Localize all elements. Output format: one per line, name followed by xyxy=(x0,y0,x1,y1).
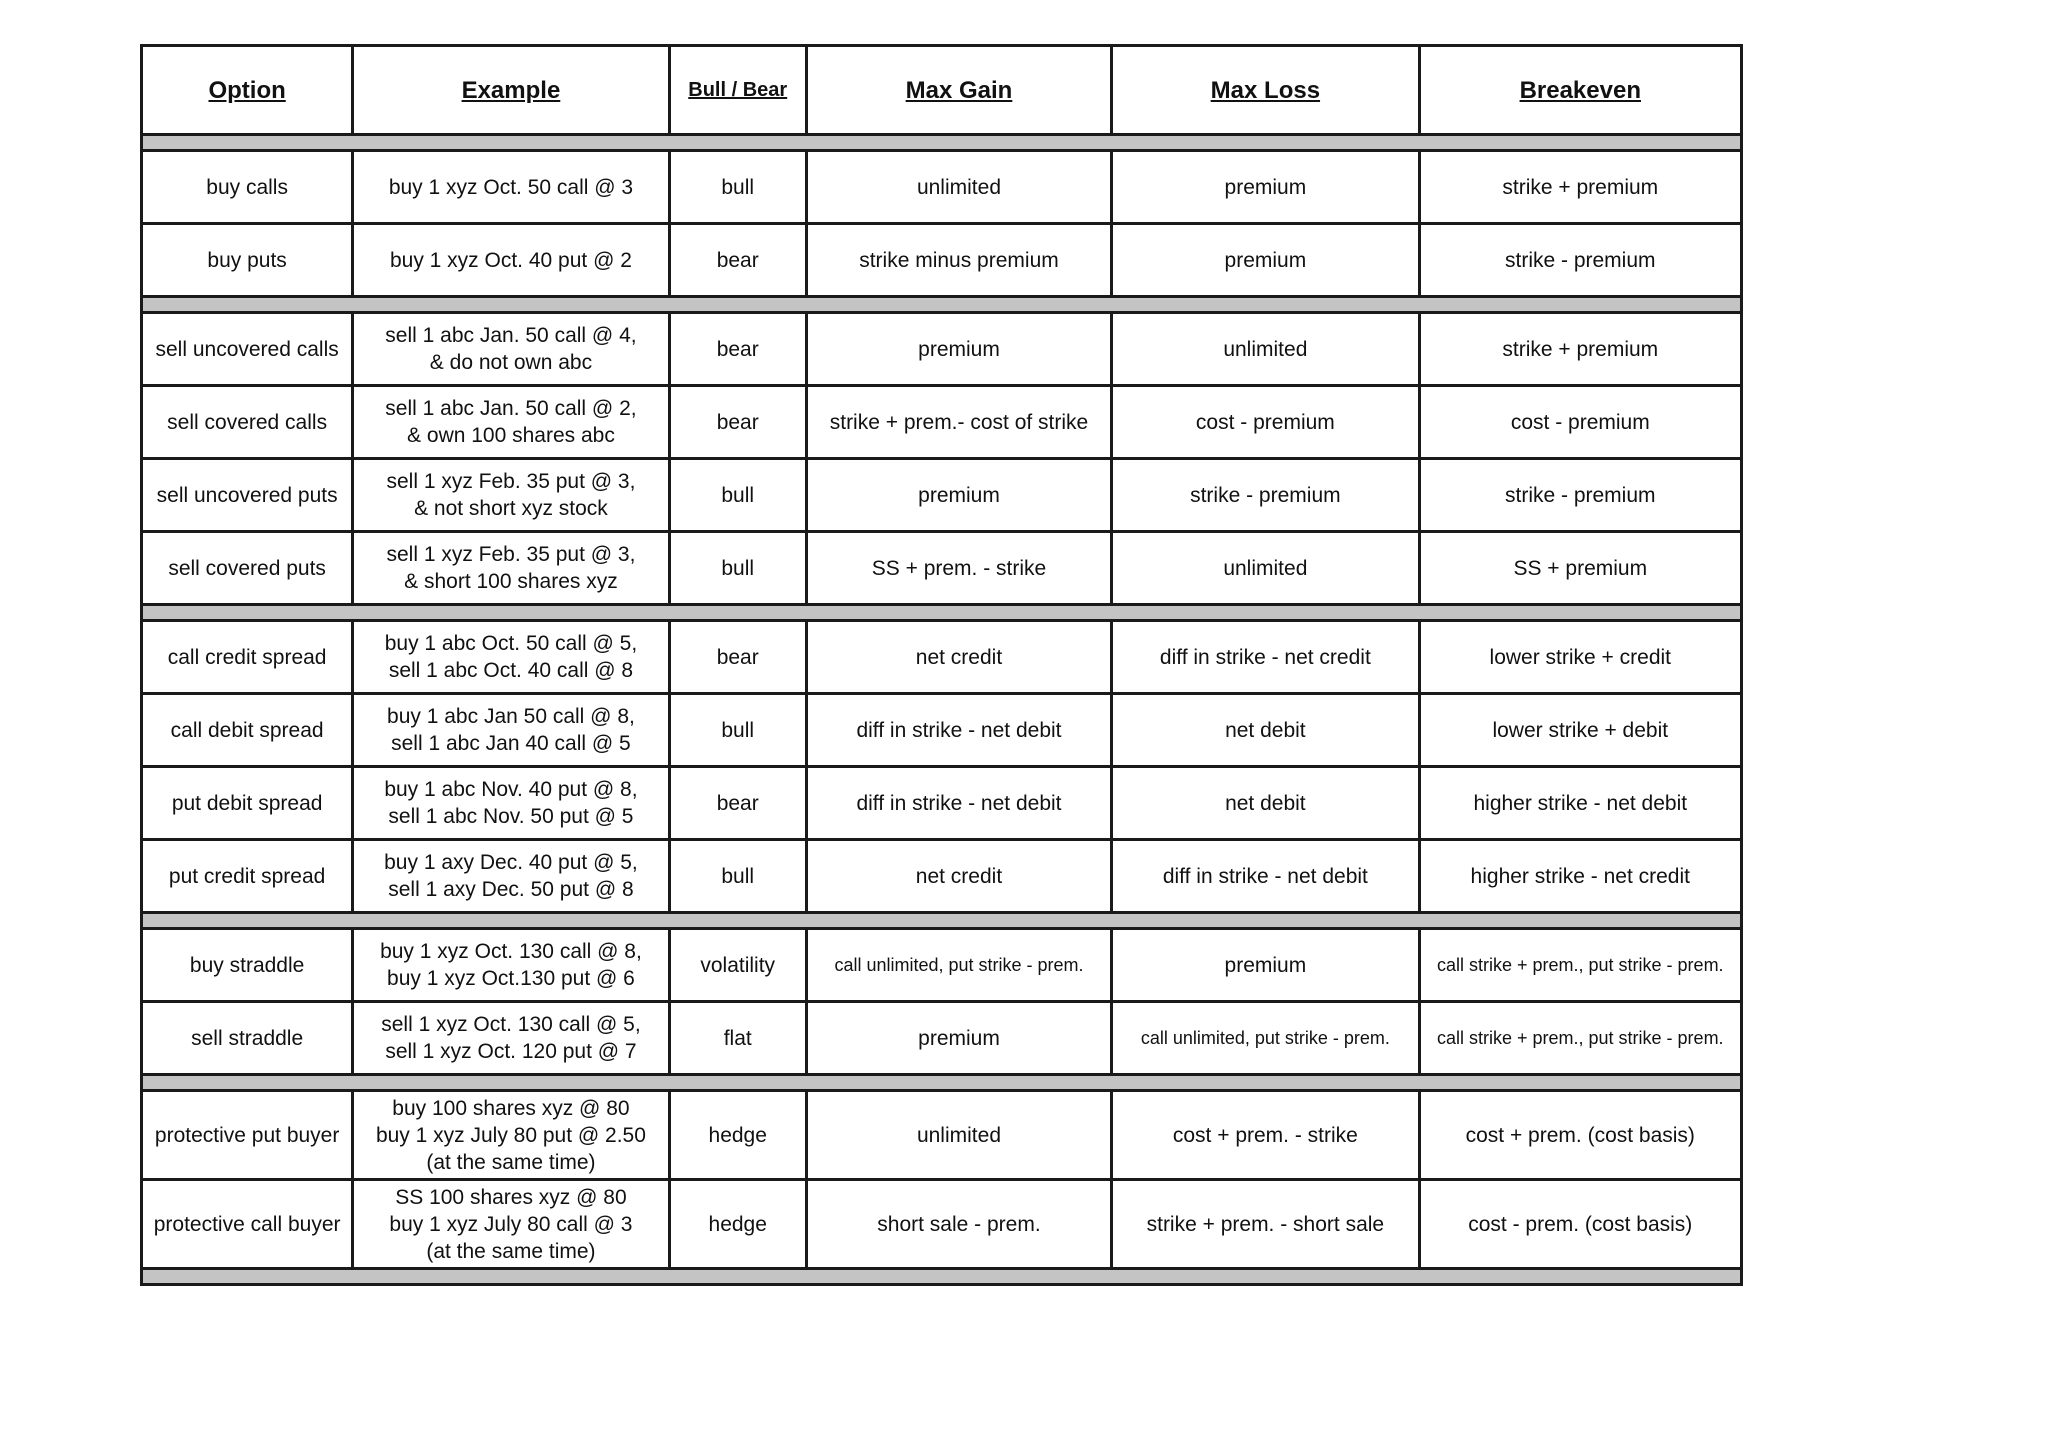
example-line: buy 1 xyz Oct. 50 call @ 3 xyxy=(388,175,634,199)
example-line: buy 1 abc Oct. 50 call @ 5, xyxy=(384,632,638,655)
cell-option: protective call buyer xyxy=(142,1180,353,1269)
cell-example xyxy=(353,224,669,297)
example-line: & not short xyz stock xyxy=(414,497,608,520)
cell-max-loss: unlimited xyxy=(1112,313,1419,386)
cell-max-loss: premium xyxy=(1112,224,1419,297)
example-line: buy 1 xyz Oct. 40 put @ 2 xyxy=(389,248,632,272)
cell-bull-bear: bear xyxy=(669,621,806,694)
cell-max-loss: strike + prem. - short sale xyxy=(1112,1180,1419,1269)
cell-max-gain: diff in strike - net debit xyxy=(806,767,1111,840)
cell-example xyxy=(353,694,669,767)
example-line: (at the same time) xyxy=(426,1150,596,1174)
cell-bull-bear: bull xyxy=(669,459,806,532)
example-line: SS 100 shares xyz @ 80 xyxy=(395,1185,627,1209)
cell-option: sell covered calls xyxy=(142,386,353,459)
table-row xyxy=(142,767,1742,840)
cell-max-gain: net credit xyxy=(806,840,1111,913)
group-separator xyxy=(142,605,1742,621)
cell-option: sell straddle xyxy=(142,1002,353,1075)
cell-max-loss: diff in strike - net debit xyxy=(1112,840,1419,913)
example-line: buy 100 shares xyz @ 80 xyxy=(392,1096,630,1120)
cell-breakeven: call strike + prem., put strike - prem. xyxy=(1419,929,1741,1002)
cell-max-gain: premium xyxy=(806,459,1111,532)
cell-example xyxy=(353,621,669,694)
cell-example xyxy=(353,532,669,605)
cell-bull-bear: bear xyxy=(669,767,806,840)
cell-option: buy calls xyxy=(142,151,353,224)
cell-max-loss: net debit xyxy=(1112,767,1419,840)
cell-max-gain: unlimited xyxy=(806,151,1111,224)
cell-example xyxy=(353,929,669,1002)
cell-option: call debit spread xyxy=(142,694,353,767)
cell-bull-bear: bull xyxy=(669,694,806,767)
cell-max-loss: call unlimited, put strike - prem. xyxy=(1112,1002,1419,1075)
cell-breakeven: higher strike - net debit xyxy=(1419,767,1741,840)
cell-option: sell covered puts xyxy=(142,532,353,605)
cell-breakeven: SS + premium xyxy=(1419,532,1741,605)
cell-example xyxy=(353,151,669,224)
cell-example xyxy=(353,1180,669,1269)
header-breakeven: Breakeven xyxy=(1419,46,1741,135)
cell-max-loss: premium xyxy=(1112,151,1419,224)
example-line: sell 1 xyz Feb. 35 put @ 3, xyxy=(386,543,636,566)
cell-breakeven: strike + premium xyxy=(1419,313,1741,386)
cell-bull-bear: hedge xyxy=(669,1180,806,1269)
cell-breakeven: lower strike + debit xyxy=(1419,694,1741,767)
header-bull-bear: Bull / Bear xyxy=(669,46,806,135)
cell-option: put credit spread xyxy=(142,840,353,913)
cell-max-loss: net debit xyxy=(1112,694,1419,767)
table-row xyxy=(142,1002,1742,1075)
example-line: sell 1 abc Nov. 50 put @ 5 xyxy=(388,805,634,828)
example-line: & short 100 shares xyz xyxy=(404,570,618,593)
table-row xyxy=(142,840,1742,913)
header-option: Option xyxy=(142,46,353,135)
cell-max-gain: premium xyxy=(806,313,1111,386)
header-example: Example xyxy=(353,46,669,135)
cell-max-gain: call unlimited, put strike - prem. xyxy=(806,929,1111,1002)
table-row xyxy=(142,313,1742,386)
example-line: & do not own abc xyxy=(429,351,593,374)
cell-option: sell uncovered calls xyxy=(142,313,353,386)
cell-bull-bear: bull xyxy=(669,151,806,224)
example-line: sell 1 abc Oct. 40 call @ 8 xyxy=(388,659,634,682)
table-row xyxy=(142,224,1742,297)
example-line: (at the same time) xyxy=(426,1239,596,1263)
cell-example xyxy=(353,767,669,840)
cell-max-gain: SS + prem. - strike xyxy=(806,532,1111,605)
separator-cell xyxy=(142,135,1742,151)
cell-bull-bear: bull xyxy=(669,532,806,605)
example-line: buy 1 abc Nov. 40 put @ 8, xyxy=(384,778,638,801)
cell-max-loss: unlimited xyxy=(1112,532,1419,605)
table-body xyxy=(142,135,1742,1285)
cell-breakeven: strike + premium xyxy=(1419,151,1741,224)
table-row xyxy=(142,386,1742,459)
example-line: buy 1 xyz July 80 call @ 3 xyxy=(389,1212,633,1236)
cell-breakeven: cost + prem. (cost basis) xyxy=(1419,1091,1741,1180)
separator-cell xyxy=(142,1269,1742,1285)
cell-bull-bear: hedge xyxy=(669,1091,806,1180)
header-row xyxy=(142,46,1742,135)
table-row xyxy=(142,929,1742,1002)
example-line: sell 1 xyz Feb. 35 put @ 3, xyxy=(386,470,636,493)
cell-example xyxy=(353,1002,669,1075)
cell-max-gain: strike + prem.- cost of strike xyxy=(806,386,1111,459)
group-separator xyxy=(142,1075,1742,1091)
table-row xyxy=(142,1091,1742,1180)
table-row xyxy=(142,459,1742,532)
cell-breakeven: call strike + prem., put strike - prem. xyxy=(1419,1002,1741,1075)
cell-option: buy straddle xyxy=(142,929,353,1002)
header-max-gain: Max Gain xyxy=(806,46,1111,135)
cell-breakeven: cost - prem. (cost basis) xyxy=(1419,1180,1741,1269)
cell-option: put debit spread xyxy=(142,767,353,840)
cell-bull-bear: flat xyxy=(669,1002,806,1075)
example-line: sell 1 abc Jan. 50 call @ 2, xyxy=(385,397,637,420)
group-separator xyxy=(142,913,1742,929)
separator-cell xyxy=(142,297,1742,313)
cell-breakeven: strike - premium xyxy=(1419,224,1741,297)
cell-max-gain: short sale - prem. xyxy=(806,1180,1111,1269)
example-line: sell 1 abc Jan 40 call @ 5 xyxy=(391,732,631,755)
cell-bull-bear: bear xyxy=(669,386,806,459)
separator-cell xyxy=(142,913,1742,929)
cell-breakeven: cost - premium xyxy=(1419,386,1741,459)
table-row xyxy=(142,621,1742,694)
cell-max-loss: diff in strike - net credit xyxy=(1112,621,1419,694)
separator-cell xyxy=(142,605,1742,621)
cell-option: sell uncovered puts xyxy=(142,459,353,532)
group-separator xyxy=(142,1269,1742,1285)
group-separator xyxy=(142,135,1742,151)
cell-max-gain: unlimited xyxy=(806,1091,1111,1180)
group-separator xyxy=(142,297,1742,313)
cell-max-gain: premium xyxy=(806,1002,1111,1075)
cell-option: call credit spread xyxy=(142,621,353,694)
table-row xyxy=(142,694,1742,767)
example-line: buy 1 axy Dec. 40 put @ 5, xyxy=(384,851,638,874)
cell-bull-bear: bull xyxy=(669,840,806,913)
cell-max-loss: strike - premium xyxy=(1112,459,1419,532)
cell-breakeven: lower strike + credit xyxy=(1419,621,1741,694)
options-strategy-table xyxy=(140,44,1743,1286)
cell-max-loss: cost + prem. - strike xyxy=(1112,1091,1419,1180)
cell-max-gain: diff in strike - net debit xyxy=(806,694,1111,767)
cell-bull-bear: bear xyxy=(669,313,806,386)
example-line: buy 1 abc Jan 50 call @ 8, xyxy=(387,705,635,728)
table-row xyxy=(142,1180,1742,1269)
separator-cell xyxy=(142,1075,1742,1091)
example-line: sell 1 axy Dec. 50 put @ 8 xyxy=(388,878,634,901)
cell-breakeven: strike - premium xyxy=(1419,459,1741,532)
cell-option: protective put buyer xyxy=(142,1091,353,1180)
header-max-loss: Max Loss xyxy=(1112,46,1419,135)
cell-example xyxy=(353,1091,669,1180)
cell-example xyxy=(353,840,669,913)
example-line: sell 1 abc Jan. 50 call @ 4, xyxy=(385,324,637,347)
cell-max-gain: strike minus premium xyxy=(806,224,1111,297)
cell-example xyxy=(353,313,669,386)
cell-option: buy puts xyxy=(142,224,353,297)
cell-breakeven: higher strike - net credit xyxy=(1419,840,1741,913)
cell-example xyxy=(353,386,669,459)
cell-bull-bear: volatility xyxy=(669,929,806,1002)
cell-example xyxy=(353,459,669,532)
example-line: buy 1 xyz July 80 put @ 2.50 xyxy=(375,1123,646,1147)
cell-max-gain: net credit xyxy=(806,621,1111,694)
cell-max-loss: cost - premium xyxy=(1112,386,1419,459)
example-line: buy 1 xyz Oct.130 put @ 6 xyxy=(387,967,635,990)
example-line: buy 1 xyz Oct. 130 call @ 8, xyxy=(380,940,642,963)
table-row xyxy=(142,532,1742,605)
cell-max-loss: premium xyxy=(1112,929,1419,1002)
example-line: sell 1 xyz Oct. 120 put @ 7 xyxy=(385,1040,637,1063)
table-row xyxy=(142,151,1742,224)
example-line: sell 1 xyz Oct. 130 call @ 5, xyxy=(381,1013,641,1036)
cell-bull-bear: bear xyxy=(669,224,806,297)
example-line: & own 100 shares abc xyxy=(407,424,615,447)
